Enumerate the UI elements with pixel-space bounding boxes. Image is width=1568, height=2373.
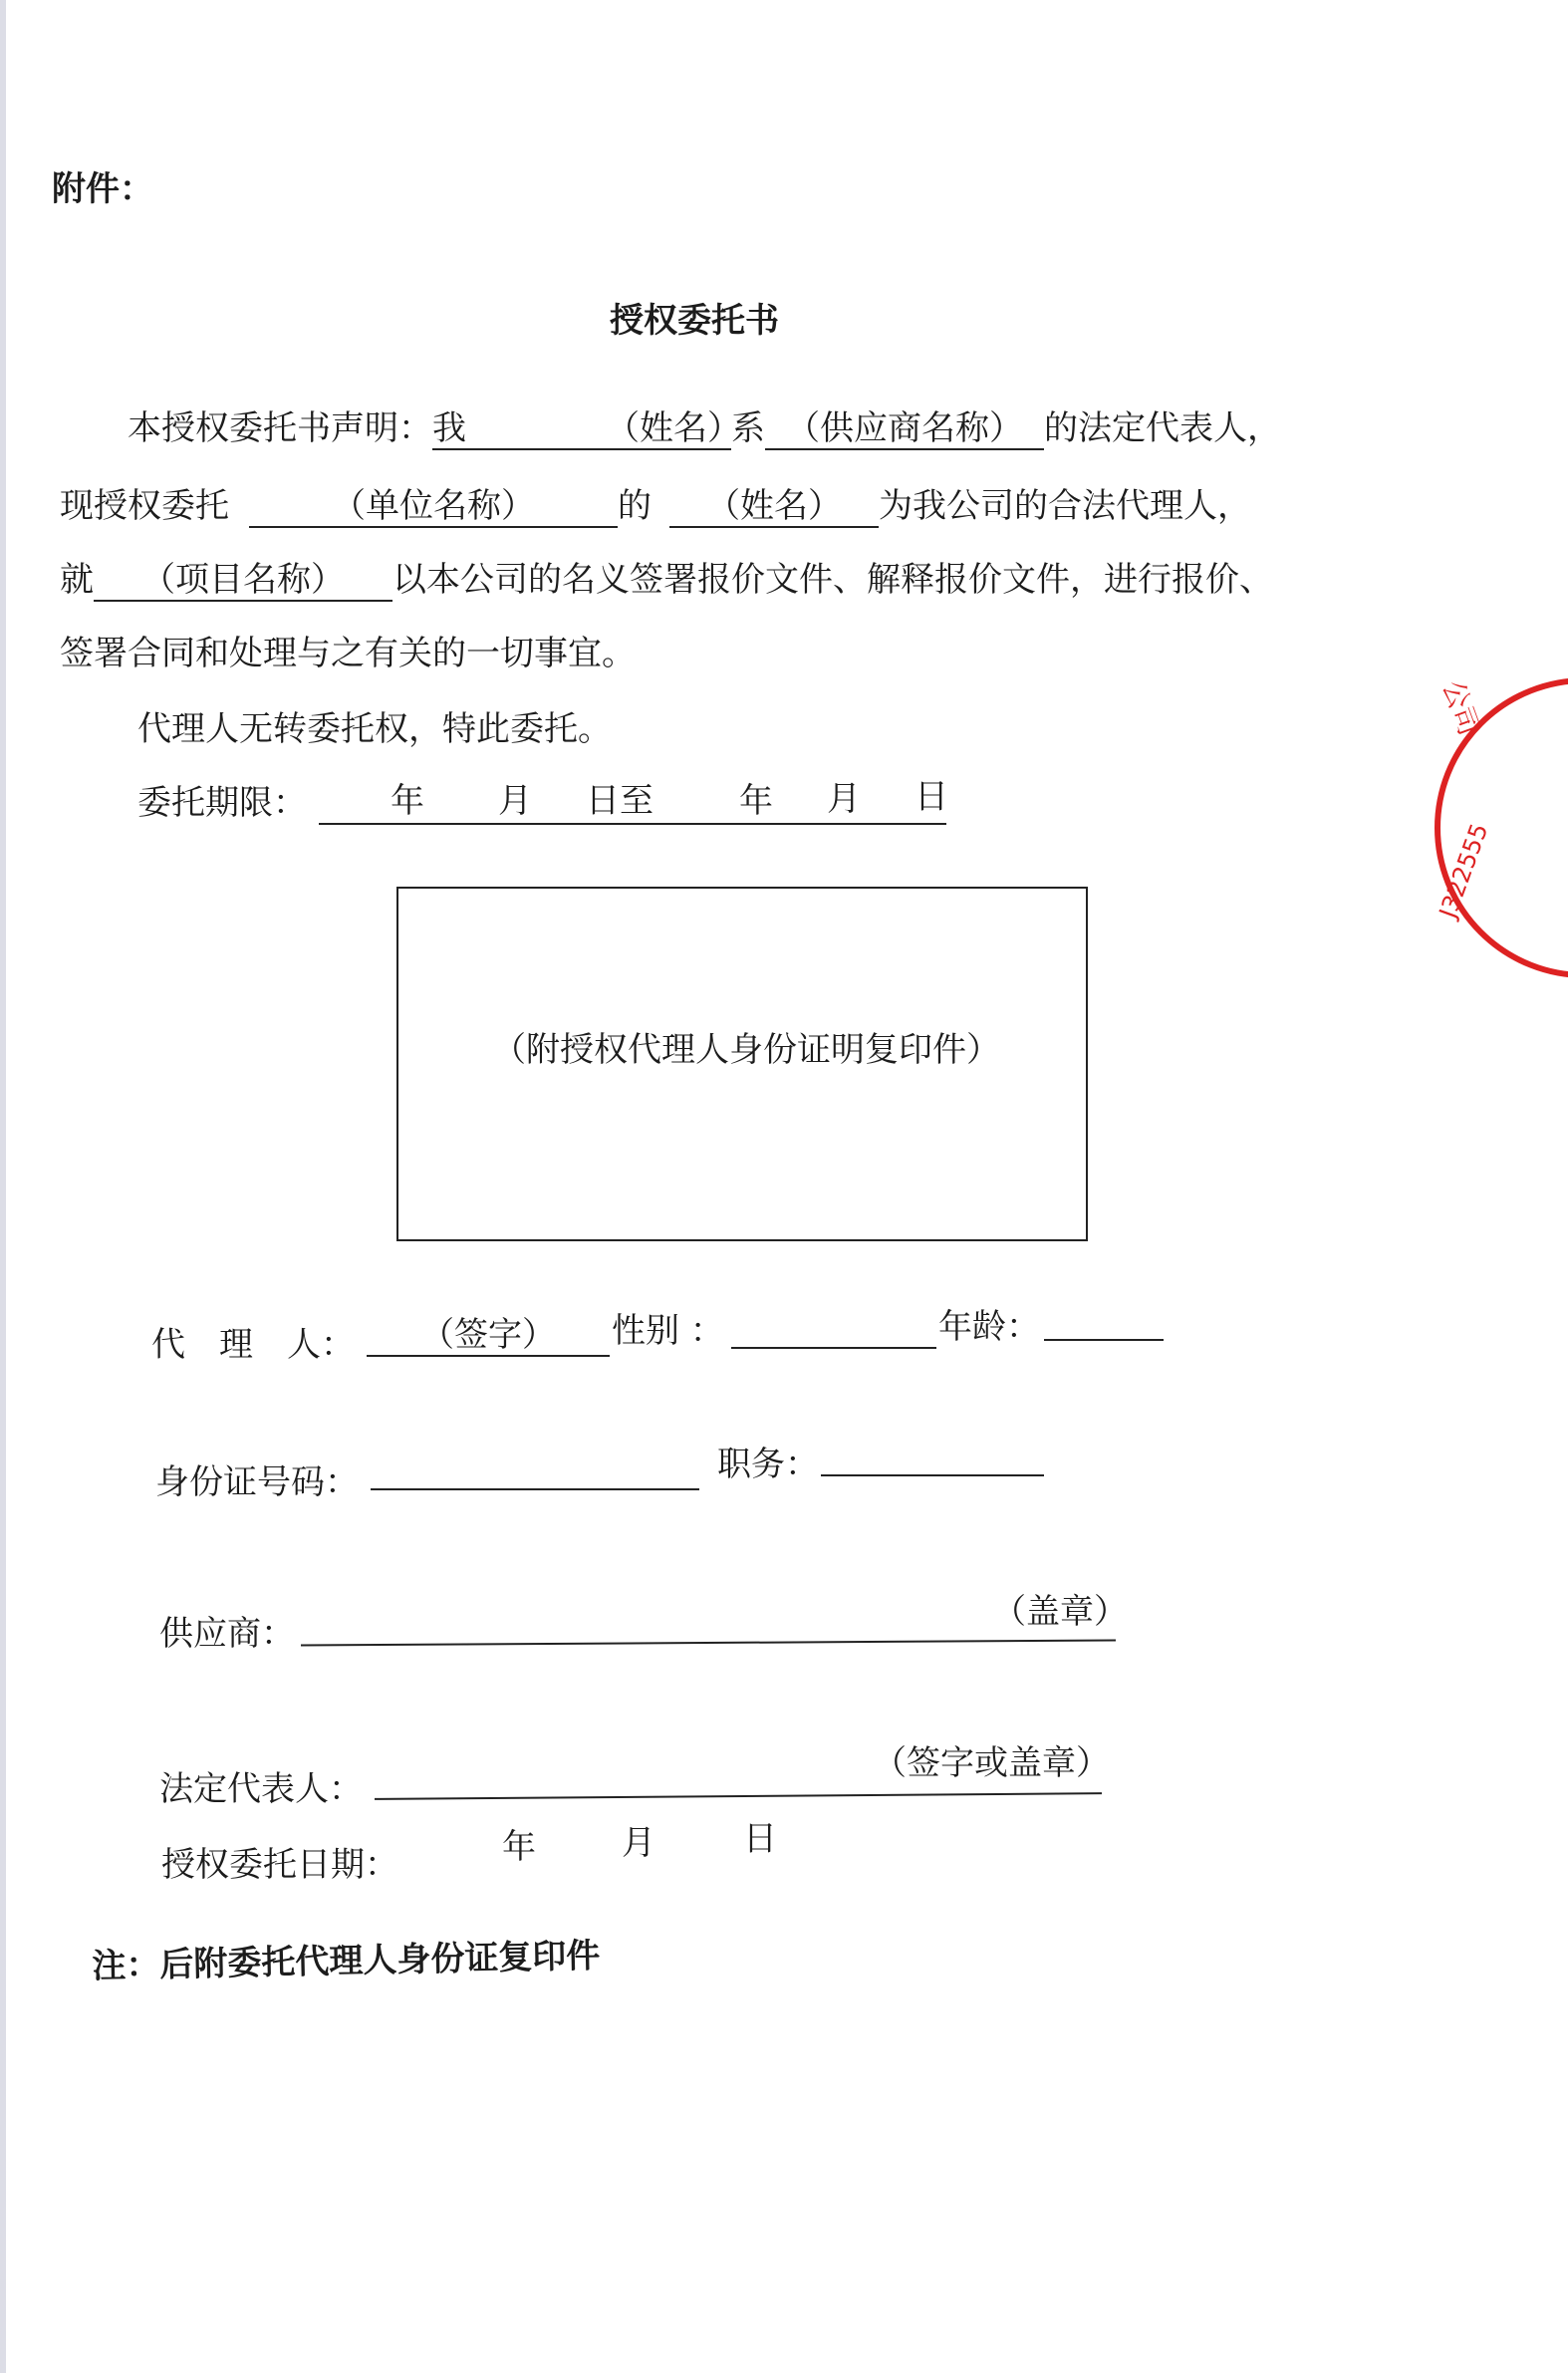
age-label: 年龄： <box>938 1307 1040 1347</box>
term-day-1: 日至 <box>586 781 653 821</box>
gender-field <box>731 1347 936 1349</box>
id-number-label: 身份证号码： <box>155 1462 359 1502</box>
supplier-seal-hint: （盖章） <box>992 1592 1128 1632</box>
age-field <box>1044 1339 1164 1341</box>
term-year-1: 年 <box>391 781 424 821</box>
agent-sign-field: （签字） <box>367 1315 610 1357</box>
supplier-label: 供应商： <box>159 1614 295 1654</box>
paragraph-4: 签署合同和处理与之有关的一切事宜。 <box>60 634 636 673</box>
auth-date-month: 月 <box>622 1823 655 1863</box>
auth-date-day: 日 <box>743 1819 777 1859</box>
term-underline <box>319 823 946 825</box>
project-name-blank: （项目名称） <box>94 560 392 602</box>
seal-text-code: J322555 <box>1434 819 1494 923</box>
supplier-field <box>301 1640 1116 1647</box>
id-copy-box-text: （附授权代理人身份证明复印件） <box>492 1030 1000 1070</box>
auth-date-year: 年 <box>502 1827 536 1867</box>
page-title: 授权委托书 <box>610 301 779 341</box>
id-number-field <box>371 1488 699 1490</box>
gender-label: 性别 ： <box>612 1311 724 1351</box>
attachment-label: 附件： <box>52 169 153 209</box>
paragraph-1: 本授权委托书声明：我 （姓名）系 （供应商名称） 的法定代表人， <box>128 408 1281 448</box>
paragraph-5: 代理人无转委托权，特此委托。 <box>137 709 612 749</box>
term-year-2: 年 <box>739 781 773 821</box>
seal-text-company: 公司 <box>1436 675 1486 740</box>
legal-rep-field <box>375 1792 1102 1800</box>
position-field <box>821 1474 1044 1476</box>
term-month-1: 月 <box>498 781 532 821</box>
term-label: 委托期限： <box>137 783 307 823</box>
auth-date-label: 授权委托日期： <box>161 1845 398 1885</box>
supplier-name-blank: （供应商名称） <box>765 408 1044 450</box>
term-month-2: 月 <box>827 779 861 819</box>
paragraph-3: 就 （项目名称） 以本公司的名义签署报价文件、解释报价文件，进行报价、 <box>60 560 1273 600</box>
note: 注：后附委托代理人身份证复印件 <box>92 1936 601 1986</box>
scan-edge <box>0 0 6 2373</box>
term-day-2: 日 <box>915 777 948 817</box>
name-blank: 我 （姓名） <box>432 408 741 448</box>
agent-label: 代 理 人： <box>151 1325 355 1365</box>
legal-rep-label: 法定代表人： <box>159 1769 363 1809</box>
legal-rep-sign-hint: （签字或盖章） <box>873 1743 1110 1783</box>
unit-name-blank: （单位名称） <box>249 486 618 528</box>
agent-name-blank: （姓名） <box>669 486 879 528</box>
paragraph-2: 现授权委托 （单位名称） 的 （姓名） 为我公司的合法代理人， <box>60 486 1251 526</box>
position-label: 职务： <box>717 1445 819 1484</box>
